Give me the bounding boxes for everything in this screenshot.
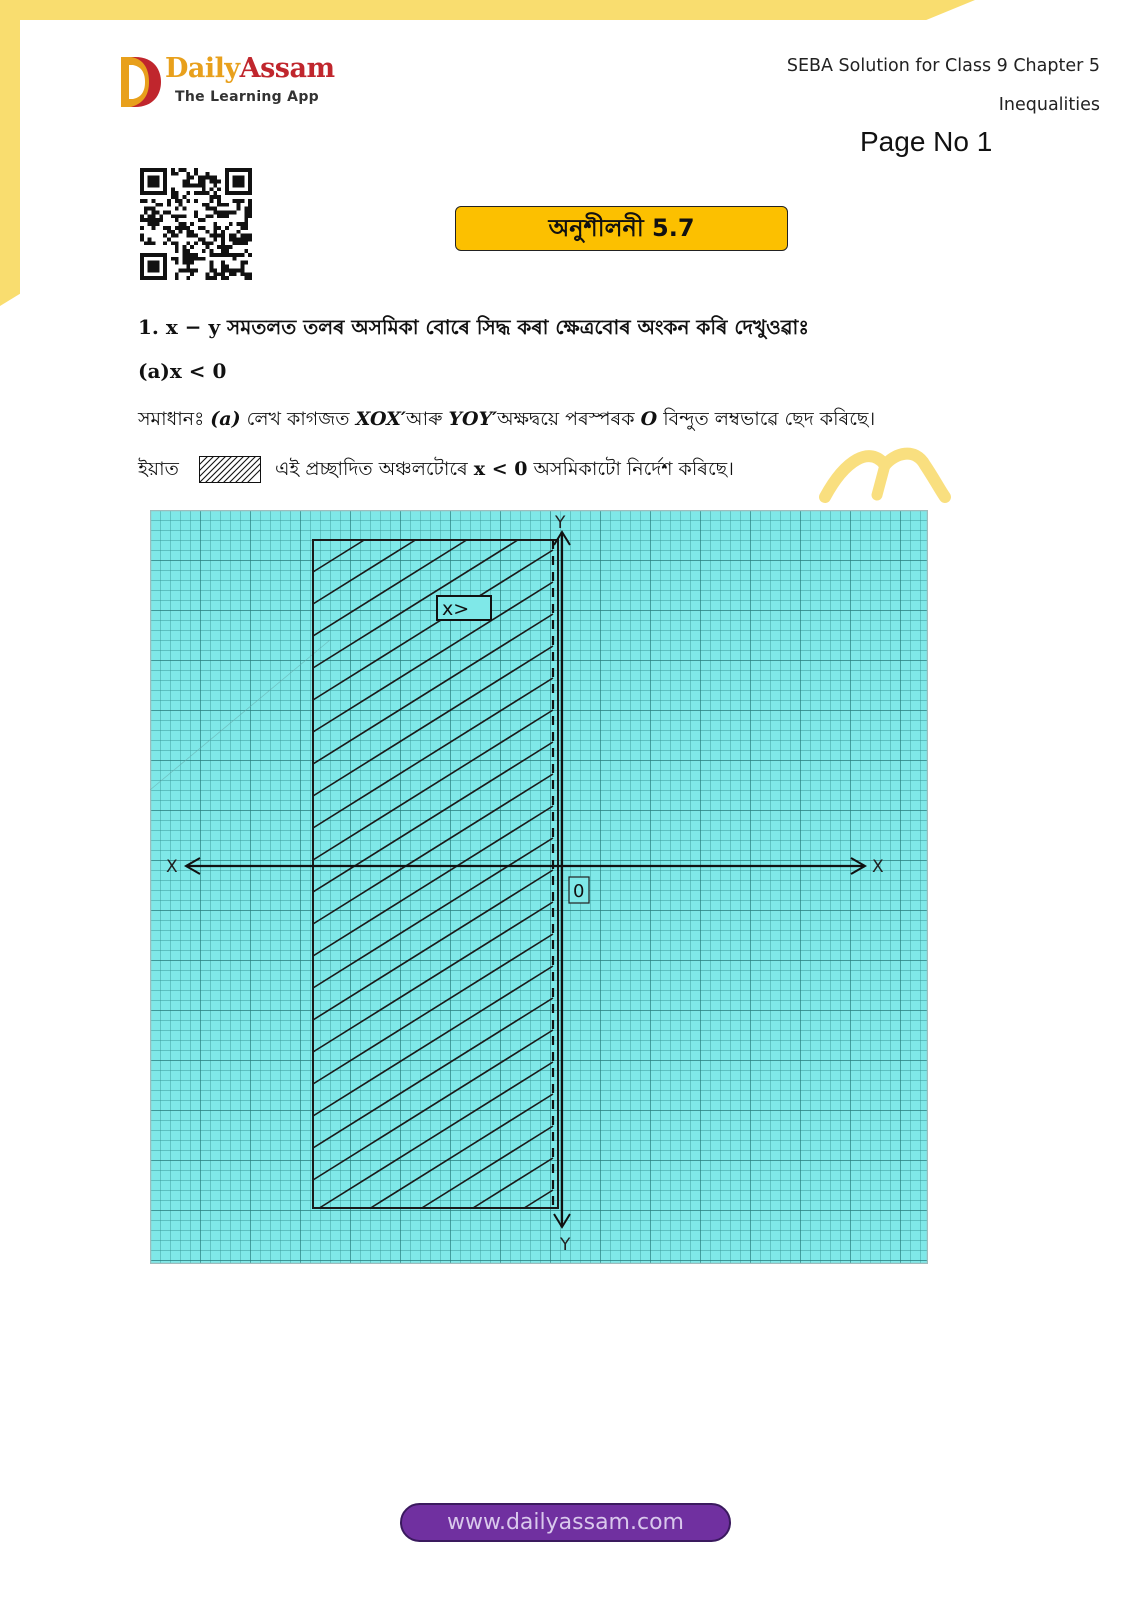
- header-title-line2: Inequalities: [998, 95, 1100, 115]
- label-y-top: Y: [555, 513, 566, 533]
- exercise-banner: অনুশীলনী 5.7: [455, 206, 788, 251]
- inequality-graph: [150, 510, 928, 1264]
- solution-text-4: বিন্দুত লম্বভাৱে ছেদ কৰিছে।: [657, 408, 876, 430]
- hatched-swatch-icon: [199, 456, 261, 483]
- label-x-left: X: [166, 857, 178, 877]
- brand-name: DailyAssam: [165, 53, 335, 84]
- legend-tail: অসমিকাটো নিৰ্দেশ কৰিছে।: [527, 458, 734, 480]
- solution-line: [138, 405, 875, 437]
- legend-text: এই প্ৰচ্ছাদিত অঞ্চলটোৰে: [274, 458, 474, 480]
- logo-mark-icon: [119, 55, 163, 109]
- corner-decoration-left: [0, 0, 20, 306]
- label-y-bottom: Y: [560, 1235, 571, 1255]
- page-number: Page No 1: [860, 126, 993, 157]
- question-math: 1. x − y: [138, 315, 221, 339]
- corner-decoration-top: [0, 0, 975, 20]
- question-part-a: (a)x < 0: [138, 359, 227, 383]
- region-label: x>: [442, 598, 470, 620]
- legend-prefix: ইয়াত: [138, 458, 179, 480]
- solution-text-1: লেখ কাগজত: [240, 408, 356, 430]
- solution-axis-x: XOX′: [355, 408, 406, 430]
- brand-tagline: The Learning App: [175, 89, 319, 105]
- solution-text-3: অক্ষদ্বয়ে পৰস্পৰক: [497, 408, 641, 430]
- question-heading: [138, 313, 809, 346]
- solution-part-label: (a): [210, 408, 241, 430]
- qr-code-icon[interactable]: [140, 168, 252, 280]
- question-text: সমতলত তলৰ অসমিকা বোৰে সিদ্ধ কৰা ক্ষেত্ৰবোৰ অংকন কৰি দেখুওৱাঃ: [220, 315, 809, 339]
- legend-line: [138, 455, 734, 489]
- document-header: [787, 56, 1100, 115]
- website-link[interactable]: www.dailyassam.com: [400, 1503, 731, 1542]
- solution-text-2: আৰু: [405, 408, 449, 430]
- origin-label: 0: [573, 881, 585, 902]
- solution-axis-y: YOY′: [448, 408, 498, 430]
- legend-inequality: x < 0: [473, 458, 528, 480]
- solution-prefix: সমাধানঃ: [138, 408, 211, 430]
- solution-point: O: [640, 408, 658, 430]
- label-x-right: X: [872, 857, 884, 877]
- header-title-line1: SEBA Solution for Class 9 Chapter 5: [786, 56, 1100, 76]
- brand-logo[interactable]: [119, 51, 359, 113]
